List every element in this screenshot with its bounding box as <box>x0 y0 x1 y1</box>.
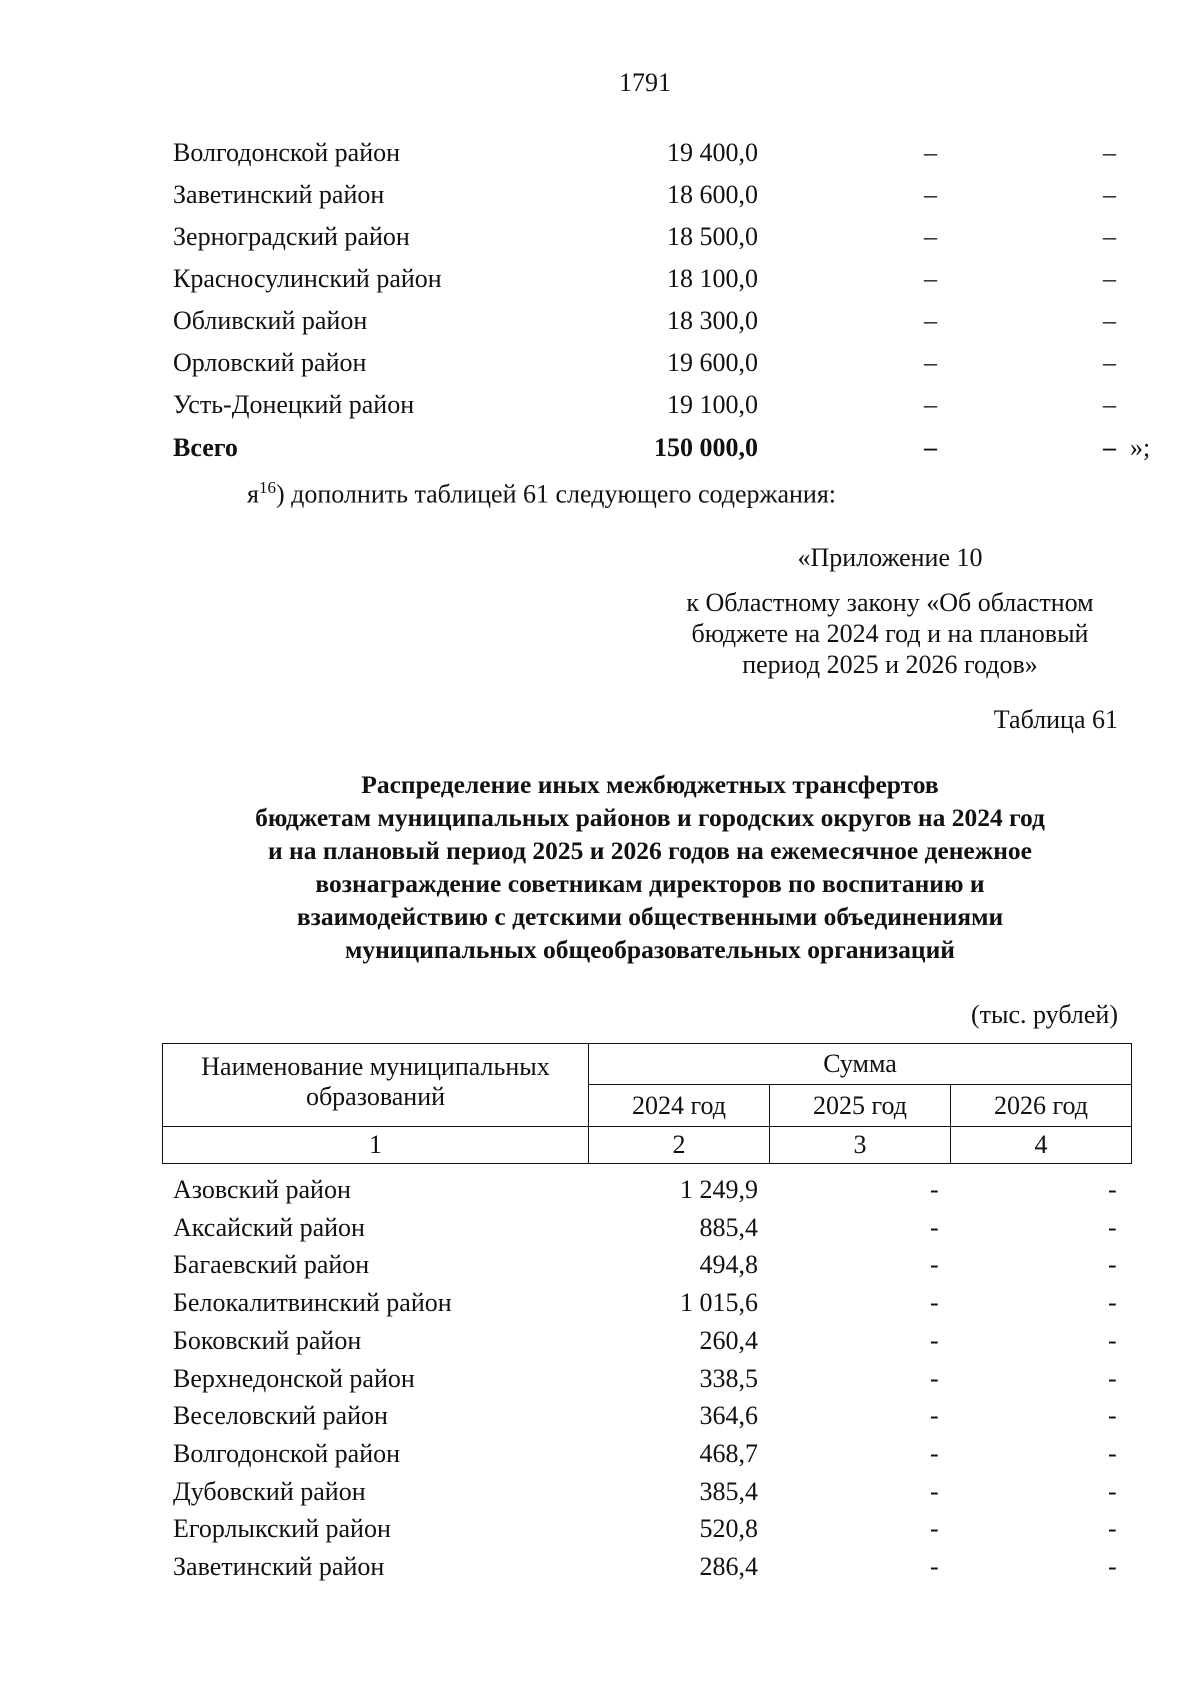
table-row <box>0 1213 1200 1250</box>
amount-2025: - <box>930 1363 939 1393</box>
title-line: взаимодействию с детскими общественными объединениями <box>296 902 1004 931</box>
table-header <box>162 1043 1132 1164</box>
total-label: Всего <box>173 433 238 462</box>
table-row <box>0 138 1200 176</box>
table-row <box>0 1364 1200 1401</box>
amount-2026: - <box>1108 1438 1117 1468</box>
title-line: бюджетам муниципальных районов и городских округов на 2024 год <box>255 803 1045 832</box>
municipality-name: Обливский район <box>173 306 368 335</box>
amount-2026: – <box>1103 138 1116 167</box>
municipality-name: Аксайский район <box>173 1212 365 1242</box>
name-header-line: Наименование муниципальных <box>201 1052 550 1081</box>
amount-2025: - <box>930 1288 939 1318</box>
table-row <box>0 348 1200 386</box>
amount-2024: 286,4 <box>699 1552 758 1581</box>
municipality-name: Дубовский район <box>173 1476 366 1506</box>
total-2024: 150 000,0 <box>654 433 758 462</box>
amount-2026: – <box>1103 348 1116 377</box>
amount-2024: 19 400,0 <box>667 138 758 167</box>
sum-header: Сумма <box>589 1044 1132 1085</box>
amount-2026: - <box>1108 1476 1117 1506</box>
amount-2025: - <box>930 1401 939 1431</box>
municipality-name: Волгодонской район <box>173 1438 401 1468</box>
amount-2024: 364,6 <box>699 1401 758 1431</box>
amount-2024: 1 015,6 <box>680 1288 758 1318</box>
amount-2025: - <box>930 1552 939 1581</box>
amendment-letter: я <box>247 479 259 509</box>
amount-2024: 468,7 <box>699 1438 758 1468</box>
table-row <box>0 180 1200 218</box>
amount-2025: – <box>924 222 937 251</box>
total-2026: – <box>1103 433 1116 462</box>
amount-2024: 338,5 <box>699 1363 758 1393</box>
municipality-name: Верхнедонской район <box>173 1363 415 1393</box>
table-title <box>130 768 1170 966</box>
amount-2025: - <box>930 1476 939 1506</box>
title-line: Распределение иных межбюджетных трансфертов <box>361 770 939 799</box>
amount-2025: – <box>924 306 937 335</box>
table-row <box>0 264 1200 302</box>
amount-2024: 19 600,0 <box>667 348 758 377</box>
year-header-2025: 2025 год <box>770 1085 951 1127</box>
amount-2024: 385,4 <box>699 1476 758 1506</box>
amount-2024: 18 600,0 <box>667 180 758 209</box>
municipality-name: Усть-Донецкий район <box>173 390 415 419</box>
table-row <box>0 390 1200 428</box>
amount-2025: - <box>930 1325 939 1355</box>
table-row <box>0 1552 1200 1589</box>
municipality-name: Белокалитвинский район <box>173 1288 452 1318</box>
table-row <box>0 1477 1200 1514</box>
amount-2026: – <box>1103 306 1116 335</box>
units-label: (тыс. рублей) <box>970 1000 1118 1029</box>
table-row <box>0 222 1200 260</box>
amount-2024: 494,8 <box>699 1250 758 1280</box>
amount-2024: 1 249,9 <box>680 1175 758 1204</box>
amount-2026: - <box>1108 1325 1117 1355</box>
page-number: 1791 <box>619 68 671 97</box>
amount-2024: 260,4 <box>699 1325 758 1355</box>
appendix-line-4: период 2025 и 2026 годов» <box>742 650 1038 679</box>
amount-2026: – <box>1103 390 1116 419</box>
table-row <box>0 1288 1200 1325</box>
amount-2026: - <box>1108 1212 1117 1242</box>
amount-2025: - <box>930 1250 939 1280</box>
table-row <box>0 1175 1200 1212</box>
total-row <box>0 433 1200 471</box>
municipality-name: Заветинский район <box>173 180 385 209</box>
title-line: вознаграждение советникам директоров по воспитанию и <box>315 869 985 898</box>
amount-2024: 18 100,0 <box>667 264 758 293</box>
amount-2024: 885,4 <box>699 1212 758 1242</box>
amount-2025: – <box>924 180 937 209</box>
appendix-title: «Приложение 10 <box>797 543 983 572</box>
table-row <box>0 306 1200 344</box>
amendment-superscript: 16 <box>258 478 276 497</box>
municipality-name: Боковский район <box>173 1325 362 1355</box>
appendix-line-2: к Областному закону «Об областном <box>686 588 1094 617</box>
municipality-name: Зерноградский район <box>173 222 410 251</box>
name-column-header <box>163 1044 589 1127</box>
amount-2026: - <box>1108 1175 1117 1204</box>
amount-2026: - <box>1108 1288 1117 1318</box>
amount-2026: – <box>1103 180 1116 209</box>
amount-2025: – <box>924 138 937 167</box>
column-number: 1 <box>163 1127 589 1164</box>
municipality-name: Егорлыкский район <box>173 1514 391 1544</box>
municipality-name: Красносулинский район <box>173 264 442 293</box>
amount-2025: - <box>930 1175 939 1204</box>
amount-2026: - <box>1108 1250 1117 1280</box>
year-header-2026: 2026 год <box>951 1085 1132 1127</box>
table-row <box>0 1401 1200 1438</box>
municipality-name: Волгодонской район <box>173 138 401 167</box>
amendment-text: ) дополнить таблицей 61 следующего содержания: <box>275 479 837 509</box>
table-row <box>0 1250 1200 1287</box>
table-row <box>0 1326 1200 1363</box>
amount-2025: – <box>924 390 937 419</box>
amount-2026: – <box>1103 222 1116 251</box>
column-number: 2 <box>589 1127 770 1164</box>
amount-2024: 18 500,0 <box>667 222 758 251</box>
appendix-line-3: бюджете на 2024 год и на плановый <box>691 619 1089 648</box>
title-line: муниципальных общеобразовательных организаций <box>344 935 955 964</box>
amount-2024: 18 300,0 <box>667 306 758 335</box>
amount-2024: 19 100,0 <box>667 390 758 419</box>
municipality-name: Багаевский район <box>173 1250 370 1280</box>
amount-2026: - <box>1108 1363 1117 1393</box>
table-label: Таблица 61 <box>993 705 1118 734</box>
municipality-name: Орловский район <box>173 348 367 377</box>
amount-2025: - <box>930 1438 939 1468</box>
amendment-paragraph <box>247 478 836 510</box>
municipality-name: Азовский район <box>173 1175 351 1204</box>
amount-2026: – <box>1103 264 1116 293</box>
amount-2025: - <box>930 1514 939 1544</box>
column-number: 3 <box>770 1127 951 1164</box>
total-2025: – <box>924 433 937 462</box>
municipality-name: Заветинский район <box>173 1552 385 1581</box>
amount-2026: - <box>1108 1401 1117 1431</box>
amount-2026: - <box>1108 1514 1117 1544</box>
title-line: и на плановый период 2025 и 2026 годов на ежемесячное денежное <box>267 836 1033 865</box>
table-row <box>0 1439 1200 1476</box>
amount-2024: 520,8 <box>699 1514 758 1544</box>
table-row <box>0 1514 1200 1551</box>
amount-2025: - <box>930 1212 939 1242</box>
amount-2026: - <box>1108 1552 1117 1581</box>
year-header-2024: 2024 год <box>589 1085 770 1127</box>
amount-2025: – <box>924 348 937 377</box>
column-number: 4 <box>951 1127 1132 1164</box>
name-header-line: образований <box>305 1082 446 1111</box>
amount-2025: – <box>924 264 937 293</box>
closing-quote: »; <box>1130 433 1151 462</box>
municipality-name: Веселовский район <box>173 1401 388 1431</box>
